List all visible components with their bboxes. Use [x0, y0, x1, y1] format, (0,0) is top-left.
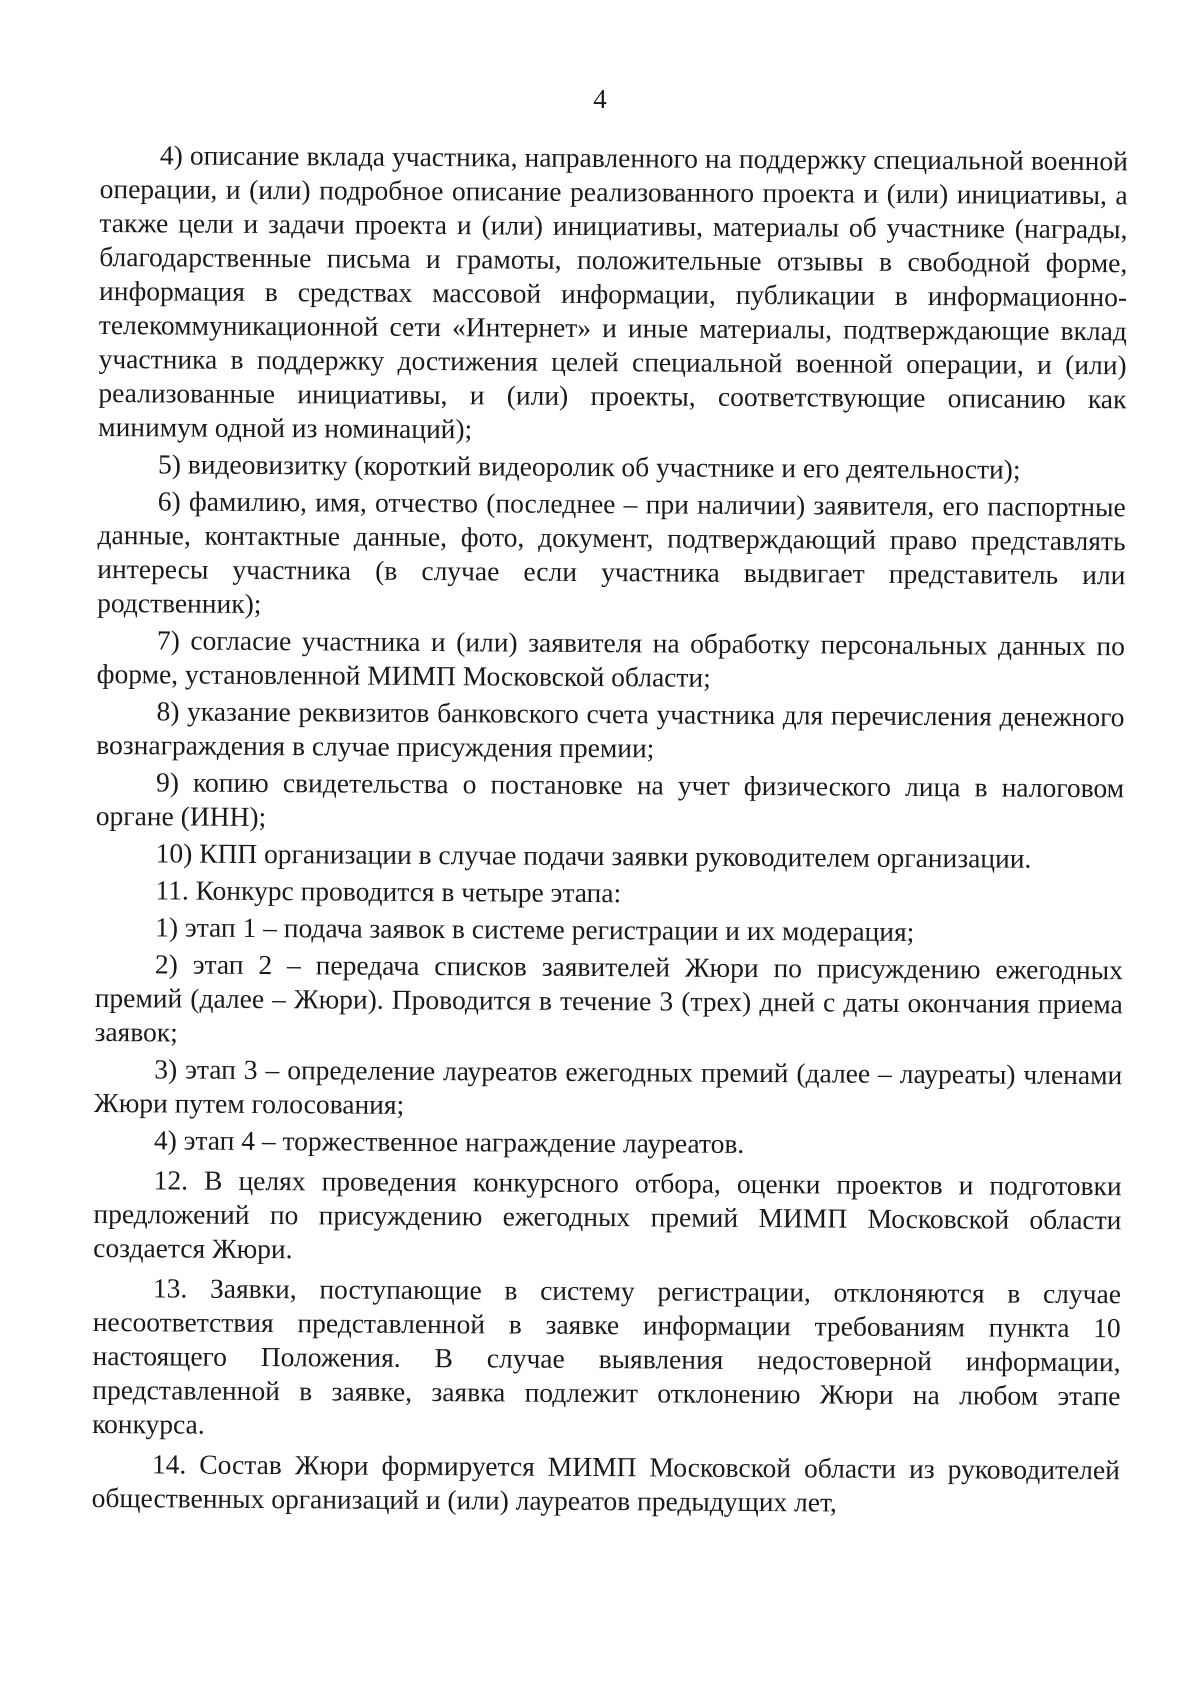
document-body [92, 138, 1128, 1524]
paragraph-item-10-kpp: 10) КПП организации в случае подачи заявки руководителем организации. [155, 837, 1032, 874]
paragraph-clause-12: 12. В целях проведения конкурсного отбора, оценки проектов и подготовки предложений по присуждению ежегодных премий МИМП Московской области создается Жюри. [93, 1164, 1122, 1265]
paragraph-item-8-bank: 8) указание реквизитов банковского счета участника для перечисления денежного вознаграждения в случае присуждения премии; [96, 695, 1125, 764]
paragraph-item-6-applicant: 6) фамилию, имя, отчество (последнее – при наличии) заявителя, его паспортные данные, контактные данные, фото, документ, подтверждающий право представлять интересы участника (в случае если участника выдвигает представитель или родственник); [97, 485, 1126, 619]
paragraph-stage-3: 3) этап 3 – определение лауреатов ежегодных премий (далее – лауреаты) членами Жюри путем голосования; [94, 1053, 1123, 1120]
paragraph-item-5-video: 5) видеовизитку (короткий видеоролик об участнике и его деятельности); [157, 448, 1021, 485]
paragraph-clause-11: 11. Конкурс проводится в четыре этапа: [155, 874, 622, 909]
paragraph-stage-4: 4) этап 4 – торжественное награждение лауреатов. [153, 1124, 745, 1159]
paragraph-item-9-inn: 9) копию свидетельства о постановке на учет физического лица в налоговом органе (ИНН); [95, 766, 1125, 833]
paragraph-clause-14: 14. Состав Жюри формируется МИМП Московской области из руководителей общественных организаций и (или) лауреатов предыдущих лет, [91, 1448, 1120, 1518]
paragraph-clause-13: 13. Заявки, поступающие в систему регистрации, отклоняются в случае несоответствия представленной в заявке информации требованиям пункта 10 настоящего Положения. В случае выявления недостоверной информации, представленной в заявке, заявка подлежит отклонению Жюри на любом этапе конкурса. [92, 1272, 1122, 1440]
paragraph-item-7-consent: 7) согласие участника и (или) заявителя на обработку персональных данных по форме, установленной МИМП Московской области; [96, 624, 1126, 693]
paragraph-stage-1: 1) этап 1 – подача заявок в системе регистрации и их модерация; [155, 911, 915, 947]
page-number: 4 [593, 84, 607, 114]
paragraph-item-4-contribution: 4) описание вклада участника, направленного на поддержку специальной военной операции, и (или) подробное описание реализованного проекта и (или) инициативы, а также цели и задачи проекта и (или) инициативы, материалы об участнике (награды, благодарственные письма и грамоты, положительные отзывы в свободной форме, информация в средствах массовой информации, публикации в информационно-телекоммуникационной сети «Интернет» и иные материалы, подтверждающие вклад участника в поддержку достижения целей специальной военной операции, и (или) реализованные инициативы, и (или) проекты, соответствующие описанию как минимум одной из номинаций); [98, 139, 1128, 445]
paragraph-stage-2: 2) этап 2 – передача списков заявителей Жюри по присуждению ежегодных премий (далее – Жюри). Проводится в течение 3 (трех) дней с даты окончания приема заявок; [94, 948, 1124, 1048]
